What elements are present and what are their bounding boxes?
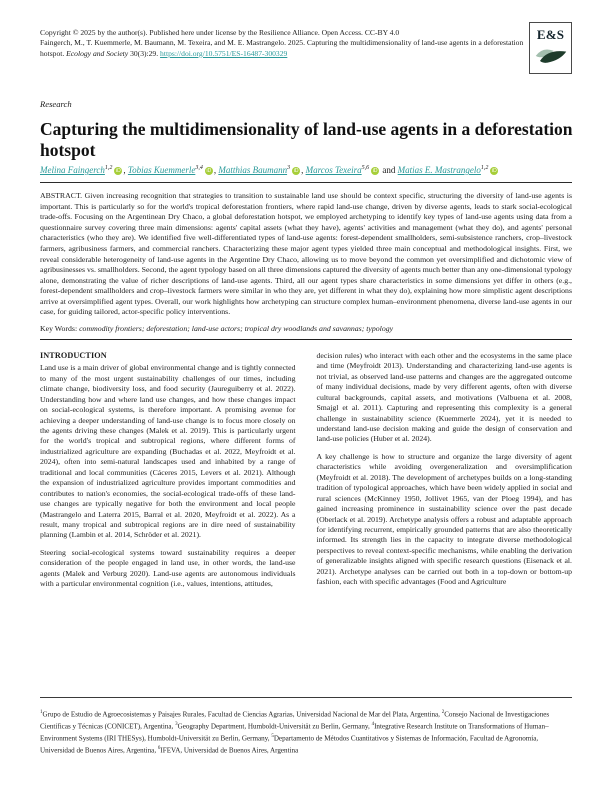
author-affil-sup: 3: [287, 165, 291, 172]
orcid-icon[interactable]: iD: [372, 168, 378, 175]
page-title: Capturing the multidimensionality of land-use agents in a deforestation hotspot: [40, 119, 573, 161]
body-paragraph: decision rules) who interact with each other and the ecosystems in the same place and time (Meyfroidt 2013). Understanding and characterizing land-use agents is not trivial, as observed land-use patterns and changes are the aggregated outcome of many individual decisions, made by very different agents, often with diverse cultural backgrounds, capital assets, and motivations (Valbuena et al. 2008, Smajgl et al. 2011). Capturing and representing this complexity is a general challenge in sustainability science (Kuemmerle 2024), yet it is needed to understand land-use decision making and guide the design of conservation and land-use policies (Huber et al. 2024).: [316, 350, 572, 444]
footnote-num: 1: [40, 710, 43, 715]
author-affil-sup: 1,2: [480, 165, 489, 172]
footnote-num: 5: [271, 734, 274, 740]
citation-issue: 30(3):29.: [130, 48, 159, 58]
orcid-icon[interactable]: iD: [293, 168, 299, 175]
citation-authors: Faingerch, M., T. Kuemmerle, M. Baumann, M. Texeira, and M. E. Mastrangelo. 2025. Capturing the multidimensionality of land-use agents in a deforestation hotspot.: [40, 38, 524, 58]
author-affil-sup: 3,4: [195, 165, 203, 172]
body-columns: [40, 351, 572, 651]
body-paragraph: Steering social-ecological systems toward sustainability requires a deeper consideration of the people engaged in land use, in other words, the land-use agents (Malek and Verburg 2020). Land-use agents are autonomous individuals with a particular environmental cognition (i.e., values, intentions, attitudes,: [40, 547, 296, 589]
abstract-text: Given increasing recognition that strategies to transition to sustainable land use should be context specific, structuring the diversity of land-use agents is important. This is particularly so for the world's tropical deforestation frontiers, where rapid land-use change, driven by diverse agents, leads to stark social-ecological trade-offs. Focusing on the Argentinean Dry Chaco, a global deforestation hotspot, we employed archetyping to identify key types of land-use agents using data from a questionnaire survey covering three main dimensions: agents' capital assets (what they have), agents' activities and management (what they do), and agents' personal characteristics (who they are). We identified five well-differentiated types of land-use agents: forest-dependent smallholders, semi-subsistence ranchers, crop–livestock farmers, agribusiness farmers, and commercial ranchers. Characterizing these major agent types yielded three main conceptual and methodological insights. First, we reveal considerable heterogeneity of land-use agents in the Argentine Dry Chaco, allowing us to move beyond the common yet oversimplified and dichotomic view of agribusinesses vs. smallholders. Second, the agent typology based on all three dimensions captured the diversity of agents much better than any one-dimensional typology alone, demonstrating the value of richer descriptions of land-use agents. Third, all our agent types share characteristics in some dimensions yet differ in others (e.g., forest-dependent smallholders and crop–livestock farmers were similar in who they are, yet different in what they do), explaining how more simplistic agent descriptions arrive at oversimplified agent types. Overall, our work highlights how archetyping can structure complex human–environment phenomena, diverse land-use agents in our case, for guiding tailored, actor-specific policy interventions.: [40, 191, 572, 317]
title-divider: [40, 182, 572, 183]
journal-logo-text: E&S: [536, 27, 565, 42]
abstract: [40, 191, 572, 318]
affiliations-footnotes: [40, 697, 572, 757]
abstract-divider: [40, 339, 572, 340]
footnote-text: Integrative Research Institute on Transformations of Human–Environment Systems (IRI THESys), Humboldt-Universität zu Berlin, Germany,: [40, 722, 549, 743]
footnote-num: 6: [157, 746, 161, 752]
keywords-list: commodity frontiers; deforestation; land-use actors; tropical dry woodlands and savannas; typology: [79, 323, 394, 333]
authors-line: [40, 165, 572, 175]
footnote-text: Geography Department, Humboldt-Universität zu Berlin, Germany,: [177, 722, 372, 731]
orcid-icon[interactable]: iD: [492, 168, 497, 175]
affiliations-text: [40, 708, 572, 757]
footnote-text: Consejo Nacional de Investigaciones Científicas y Técnicas (CONICET), Argentina,: [40, 710, 550, 731]
footnote-num: 3: [175, 722, 178, 728]
author-link-2[interactable]: Tobias Kuemmerle: [127, 165, 196, 176]
citation-line: [40, 38, 526, 59]
left-column: [40, 351, 296, 651]
abstract-label: ABSTRACT.: [40, 191, 83, 201]
right-column: [317, 351, 573, 651]
author-separator: ,: [213, 165, 217, 176]
orcid-icon[interactable]: iD: [116, 168, 121, 175]
copyright-line: Copyright © 2025 by the author(s). Published here under license by the Resilience Alliance. Open Access. CC-BY 4.0: [40, 28, 400, 37]
author-conjunction: and: [382, 165, 396, 176]
keywords-label: Key Words:: [40, 323, 78, 333]
footnote-text: Grupo de Estudio de Agroecosistemas y Paisajes Rurales, Facultad de Ciencias Agrarias, Universidad Nacional de Mar del Plata, Argentina,: [42, 710, 442, 719]
article-type-label: Research: [40, 99, 72, 110]
footnote-text: IFEVA, Universidad de Buenos Aires, Argentina: [160, 746, 299, 755]
copyright-block: [40, 28, 526, 59]
section-heading-introduction: INTRODUCTION: [40, 350, 107, 360]
orcid-icon[interactable]: iD: [206, 168, 212, 175]
author-affil-sup: 5,6: [361, 165, 370, 172]
author-link-3[interactable]: Matthias Baumann: [218, 165, 288, 176]
author-link-1[interactable]: Melina Faingerch: [40, 165, 105, 176]
body-paragraph: A key challenge is how to structure and organize the large diversity of agent characteristics while avoiding overgeneralization and oversimplification (Meyfroidt et al. 2018). The development of archetypes builds on a long-standing tradition of typological approaches, which have been widely applied in social and rural sciences (McKinney 1950, Jollivet 1965, van der Ploeg 1994), and has gained increasing prominence in sustainability science over the past decade (Oberlack et al. 2019). Archetype analysis offers a robust and adaptable approach for identifying recurrent, empirically grounded patterns that are also theoretically informed. Its strength lies in the capacity to integrate diverse methodological perspectives to reveal context-specific mechanisms, while enabling the derivation of generalizable insights aligned with specific research questions (Eisenack et al. 2021). Archetype analyses can be carried out both in a top-down or bottom-up fashion, each with specific advantages (Food and Agriculture: [316, 451, 572, 587]
doi-link[interactable]: https://doi.org/10.5751/ES-16487-300329: [160, 48, 288, 58]
footnote-num: 4: [371, 722, 375, 728]
author-separator: ,: [123, 165, 126, 176]
leaf-icon: [534, 44, 568, 66]
keywords: [40, 324, 572, 333]
author-affil-sup: 1,2: [104, 165, 113, 172]
body-paragraph: Land use is a main driver of global environmental change and is tightly connected to many of the most urgent sustainability challenges of our times, including climate change, biodiversity loss, and food security (Jaureguiberry et al. 2022). Understanding how and where land use changes, and how these changes impact on social-ecological systems, is therefore important. A promising avenue for achieving a deeper understanding of land-use change is to focus more closely on the agents driving these changes (Malek et al. 2019). This is particularly urgent for the world's tropical and subtropical regions, where different forms of industrialized agriculture are expanding (Buchadas et al. 2022, Meyfroidt et al. 2024), often into semi-natural landscapes used and inhabited by a range of traditional and local communities (Cáceres 2015, Levers et al. 2021). Although the expansion of industrialized agriculture provides important commodities and contributes to nation's economies, the social-ecological trade-offs of these land-use changes are typically negative for both the environment and local people (Mastrangelo and Laterra 2015, Barral et al. 2020, Meyfroidt et al. 2022). As a result, many tropical and subtropical regions are in dire need of sustainability planning (Lambin et al. 2014, Schröder et al. 2021).: [40, 363, 296, 540]
footnote-num: 2: [441, 710, 445, 715]
citation-journal: Ecology and Society: [66, 48, 129, 58]
footnote-text: Departamento de Métodos Cuantitativos y Sistemas de Información, Facultad de Agronomía, Universidad de Buenos Aires, Argentina,: [40, 734, 539, 755]
journal-logo: [529, 22, 572, 74]
author-link-4[interactable]: Marcos Texeira: [305, 165, 362, 176]
author-link-5[interactable]: Matias E. Mastrangelo: [397, 165, 481, 176]
author-separator: ,: [301, 165, 304, 176]
